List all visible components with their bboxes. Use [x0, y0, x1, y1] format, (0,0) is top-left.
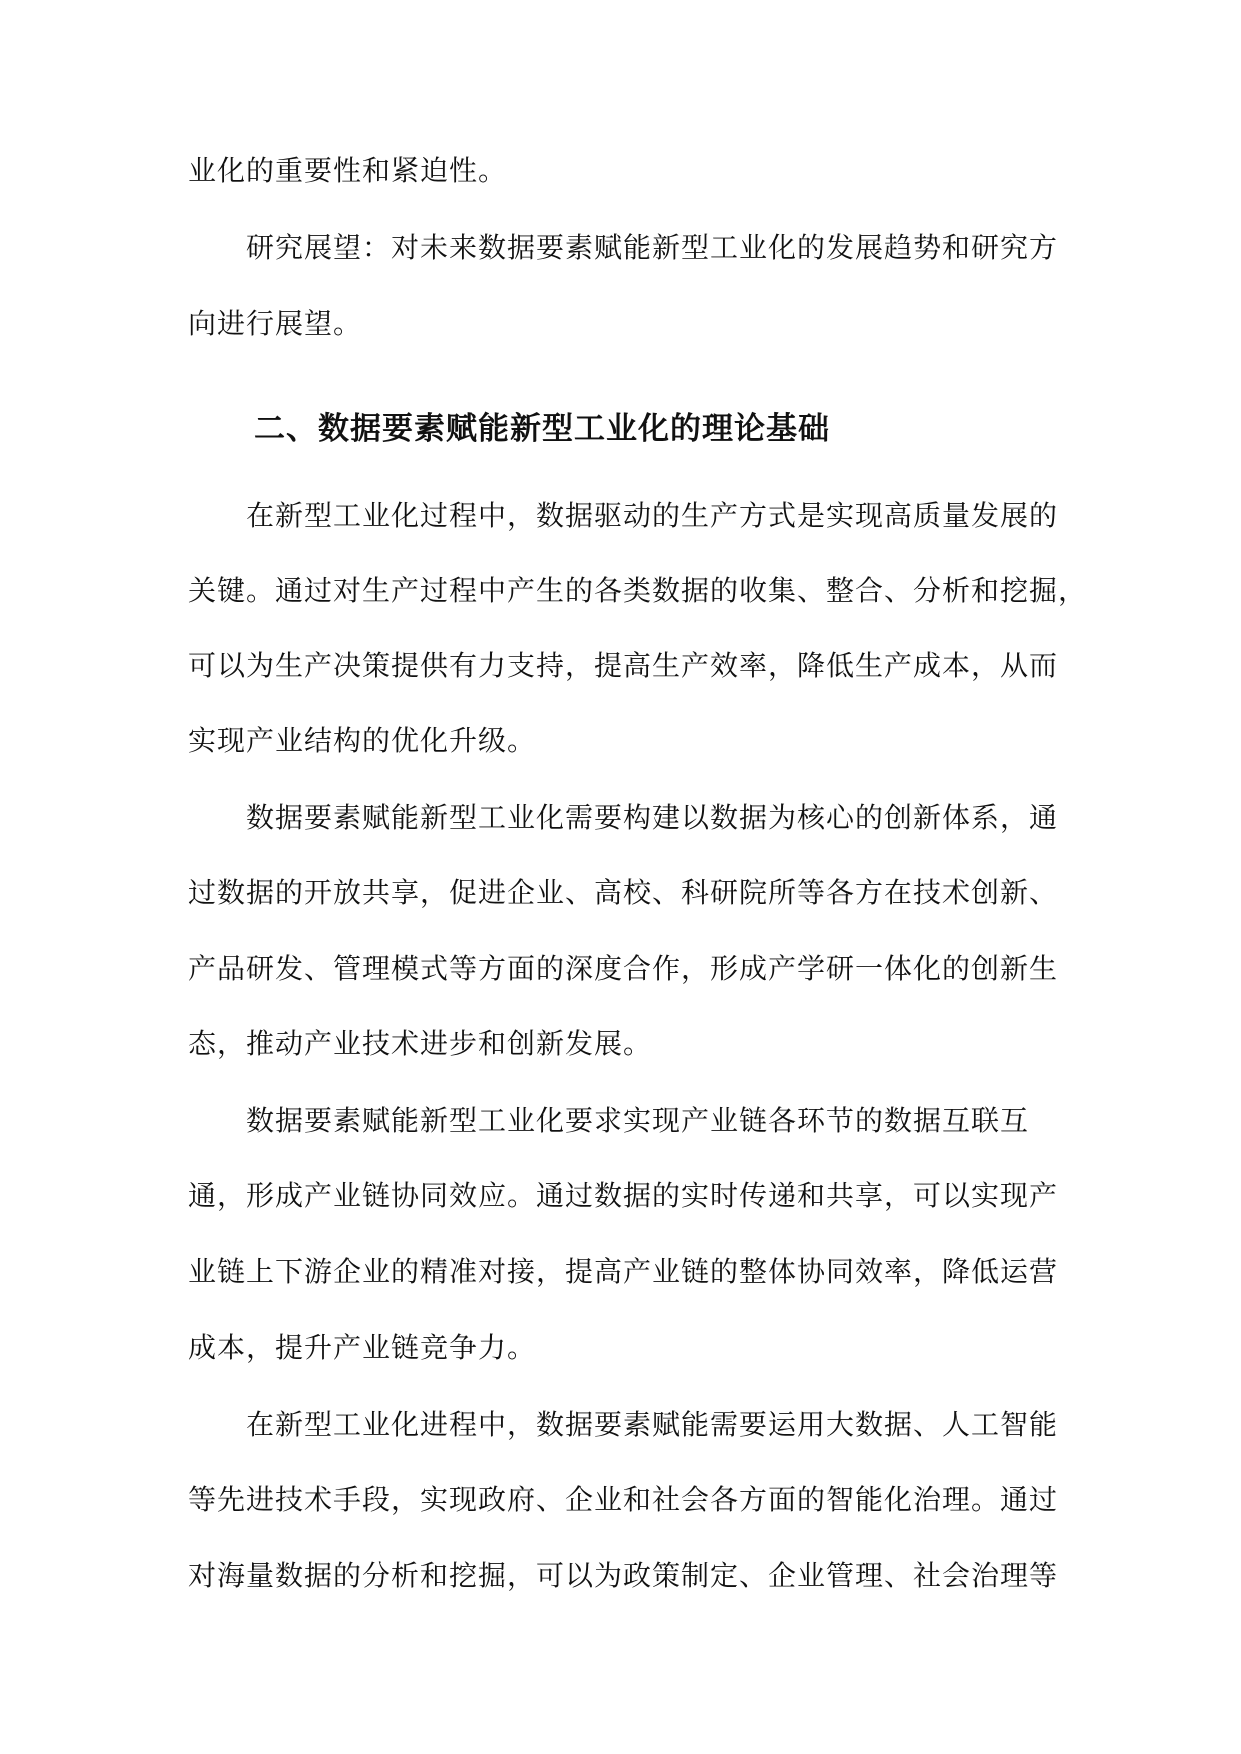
paragraph-line: 等先进技术手段，实现政府、企业和社会各方面的智能化治理。通过	[188, 1483, 1059, 1516]
paragraph-line: 产品研发、管理模式等方面的深度合作，形成产学研一体化的创新生	[188, 952, 1059, 985]
paragraph-line: 业化的重要性和紧迫性。	[188, 154, 508, 187]
paragraph-line: 业链上下游企业的精准对接，提高产业链的整体协同效率，降低运营	[188, 1255, 1059, 1288]
paragraph-line: 研究展望：对未来数据要素赋能新型工业化的发展趋势和研究方	[246, 231, 1059, 264]
paragraph-line: 态，推动产业技术进步和创新发展。	[188, 1027, 653, 1060]
paragraph-line: 对海量数据的分析和挖掘，可以为政策制定、企业管理、社会治理等	[188, 1559, 1059, 1592]
paragraph-line: 可以为生产决策提供有力支持，提高生产效率，降低生产成本，从而	[188, 649, 1059, 682]
paragraph-line: 向进行展望。	[188, 307, 363, 340]
paragraph-line: 关键。通过对生产过程中产生的各类数据的收集、整合、分析和挖掘，	[188, 574, 1088, 607]
paragraph-line: 数据要素赋能新型工业化要求实现产业链各环节的数据互联互	[246, 1104, 1030, 1137]
paragraph-line: 实现产业结构的优化升级。	[188, 724, 537, 757]
section-heading: 二、数据要素赋能新型工业化的理论基础	[254, 411, 830, 447]
paragraph-line: 成本，提升产业链竞争力。	[188, 1331, 537, 1364]
paragraph-line: 在新型工业化进程中，数据要素赋能需要运用大数据、人工智能	[246, 1408, 1059, 1441]
paragraph-line: 过数据的开放共享，促进企业、高校、科研院所等各方在技术创新、	[188, 876, 1059, 909]
paragraph-line: 数据要素赋能新型工业化需要构建以数据为核心的创新体系，通	[246, 801, 1059, 834]
paragraph-line: 在新型工业化过程中，数据驱动的生产方式是实现高质量发展的	[246, 499, 1059, 532]
paragraph-line: 通，形成产业链协同效应。通过数据的实时传递和共享，可以实现产	[188, 1179, 1059, 1212]
